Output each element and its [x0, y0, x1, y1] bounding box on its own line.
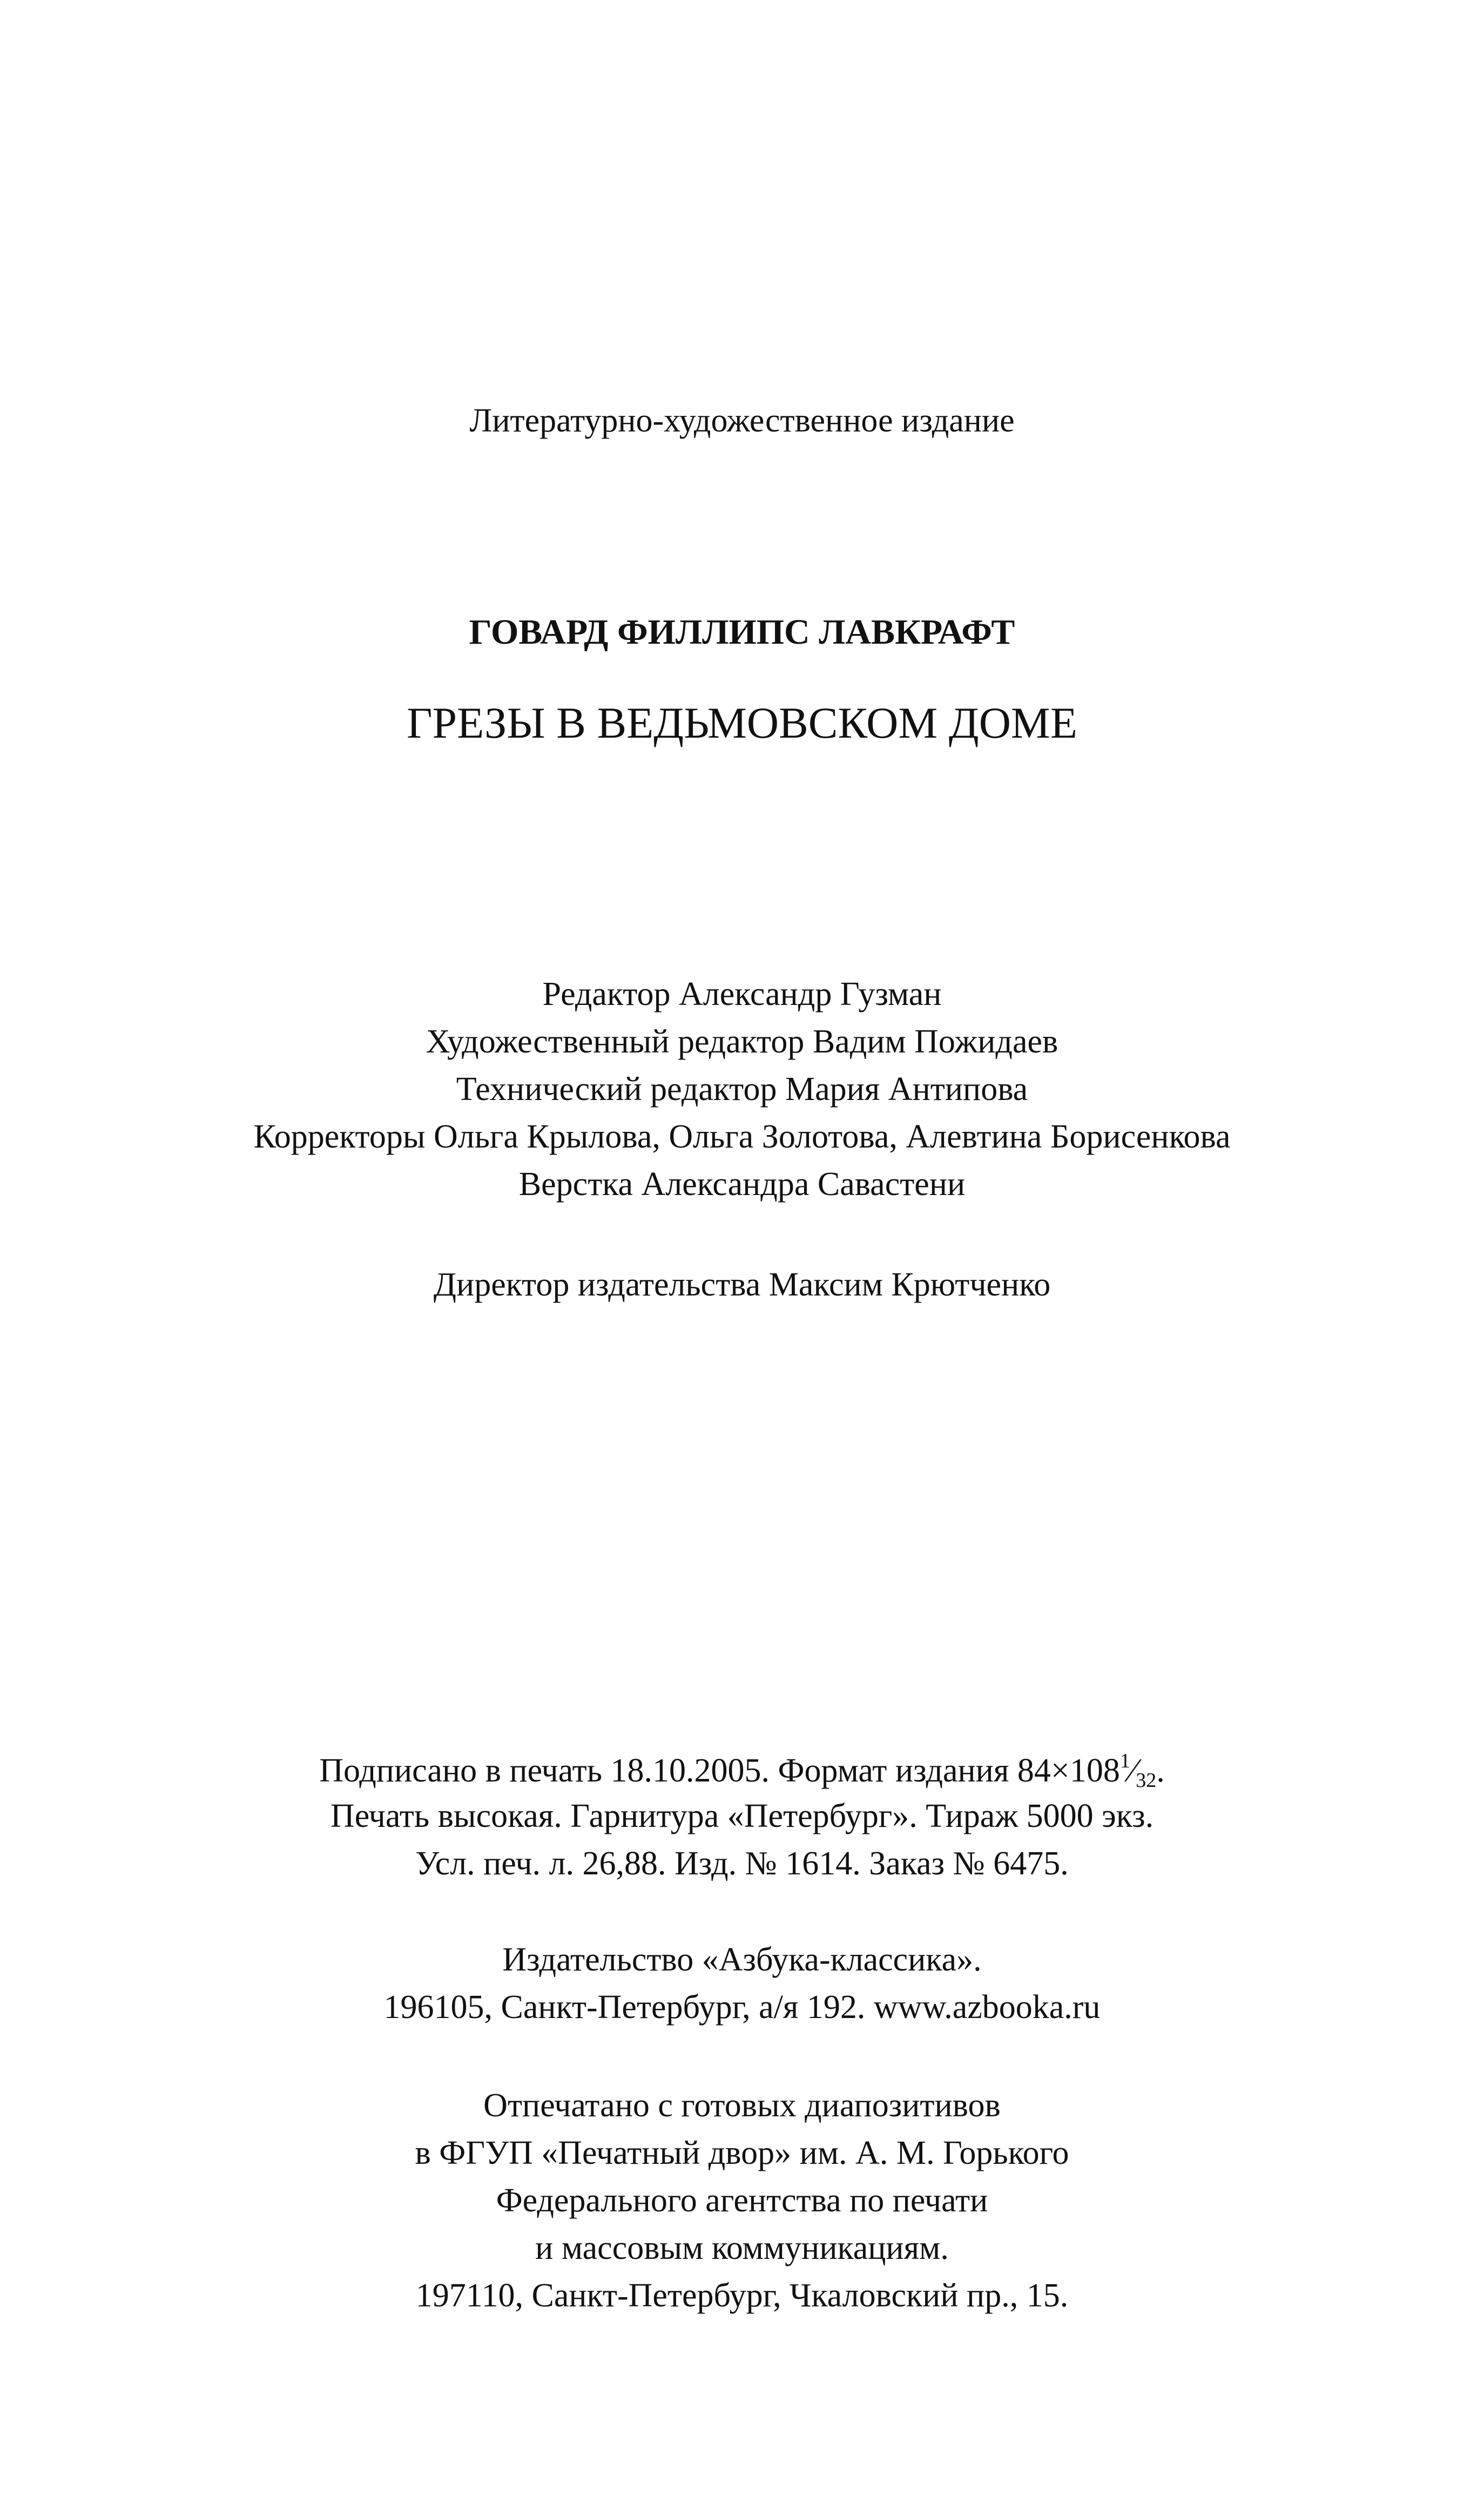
printer-line1: Отпечатано с готовых диапозитивов [483, 2087, 1001, 2124]
print-info-line1-end: . [1156, 1752, 1165, 1789]
credit-tech-editor: Технический редактор Мария Антипова [456, 1071, 1028, 1108]
format-subscript: 32 [1136, 1769, 1157, 1792]
edition-type: Литературно-художественное издание [469, 402, 1015, 439]
credit-art-editor: Художественный редактор Вадим Пожидаев [426, 1023, 1058, 1060]
printer-line3: Федерального агентства по печати [496, 2182, 988, 2219]
printer-line4: и массовым коммуникациям. [535, 2230, 949, 2266]
print-info-line3: Усл. печ. л. 26,88. Изд. № 1614. Заказ № 6475. [415, 1845, 1069, 1882]
print-info-line1 [0, 1751, 1484, 1791]
credit-editor: Редактор Александр Гузман [542, 976, 942, 1013]
author-name: ГОВАРД ФИЛЛИПС ЛАВКРАФТ [469, 612, 1015, 652]
printer-address: 197110, Санкт-Петербург, Чкаловский пр., 15. [415, 2277, 1069, 2314]
format-superscript: 1 [1119, 1750, 1130, 1772]
publisher-director: Директор издательства Максим Крютченко [433, 1266, 1051, 1303]
printer-line2: в ФГУП «Печатный двор» им. А. М. Горького [415, 2135, 1069, 2171]
book-title: ГРЕЗЫ В ВЕДЬМОВСКОМ ДОМЕ [407, 698, 1077, 747]
print-info-line2: Печать высокая. Гарнитура «Петербург». Тираж 5000 экз. [330, 1798, 1154, 1834]
credit-proofreaders: Корректоры Ольга Крылова, Ольга Золотова, Алевтина Борисенкова [253, 1118, 1231, 1155]
format-slash: ⁄ [1130, 1752, 1136, 1789]
credit-layout: Верстка Александра Савастени [518, 1166, 966, 1203]
publisher-address: 196105, Санкт-Петербург, а/я 192. www.azbooka.ru [383, 1989, 1101, 2026]
publisher-name: Издательство «Азбука-классика». [502, 1941, 982, 1978]
print-info-line1-text: Подписано в печать 18.10.2005. Формат издания 84×108 [319, 1752, 1120, 1789]
